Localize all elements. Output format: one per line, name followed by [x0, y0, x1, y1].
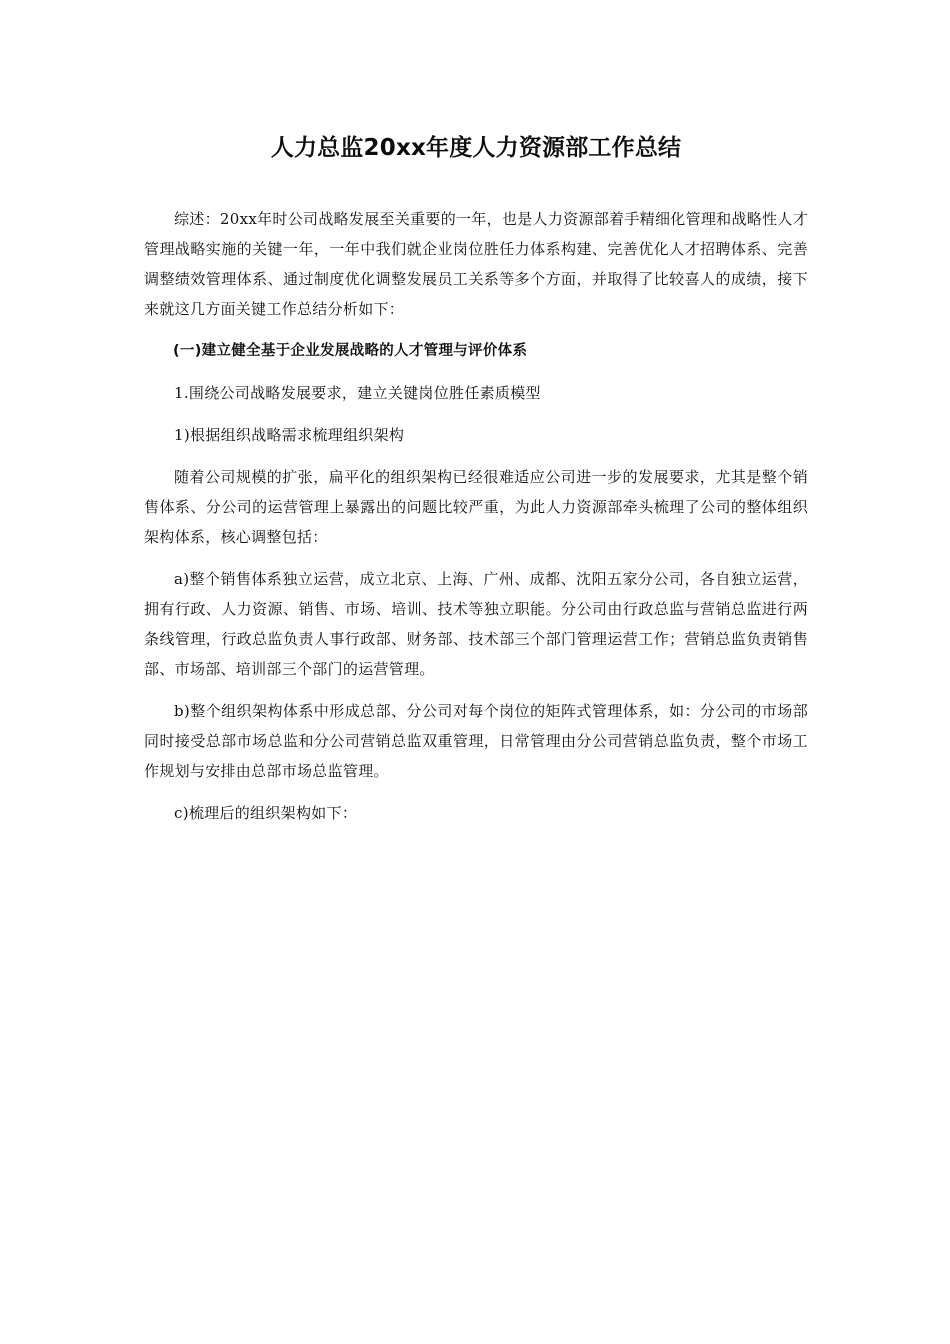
paragraph-item-a: a)整个销售体系独立运营，成立北京、上海、广州、成都、沈阳五家分公司，各自独立运营，拥有行政、人力资源、销售、市场、培训、技术等独立职能。分公司由行政总监与营销总监进行两条线管理，行政总监负责人事行政部、财务部、技术部三个部门管理运营工作；营销总监负责销售部、市场部、培训部三个部门的运营管理。: [144, 570, 808, 678]
paragraph-summary: 综述：20xx年时公司战略发展至关重要的一年，也是人力资源部着手精细化管理和战略性人才管理战略实施的关键一年，一年中我们就企业岗位胜任力体系构建、完善优化人才招聘体系、完善调整绩效管理体系、通过制度优化调整发展员工关系等多个方面，并取得了比较喜人的成绩，接下来就这几方面关键工作总结分析如下：: [144, 210, 808, 318]
paragraph-point-1: 1.围绕公司战略发展要求，建立关键岗位胜任素质模型: [174, 384, 541, 402]
paragraph-item-b: b)整个组织架构体系中形成总部、分公司对每个岗位的矩阵式管理体系，如：分公司的市场部同时接受总部市场总监和分公司营销总监双重管理，日常管理由分公司营销总监负责，整个市场工作规划与安排由总部市场总监管理。: [144, 702, 808, 780]
section-heading-1: (一)建立健全基于企业发展战略的人才管理与评价体系: [173, 343, 528, 359]
document-body: [144, 126, 808, 840]
document-title: 人力总监20xx年度人力资源部工作总结: [270, 135, 682, 161]
paragraph-item-c: c)梳理后的组织架构如下：: [174, 804, 358, 822]
paragraph-body-1: 随着公司规模的扩张，扁平化的组织架构已经很难适应公司进一步的发展要求，尤其是整个销售体系、分公司的运营管理上暴露出的问题比较严重，为此人力资源部牵头梳理了公司的整体组织架构体系，核心调整包括：: [144, 468, 808, 546]
paragraph-point-1-1: 1)根据组织战略需求梳理组织架构: [174, 426, 405, 444]
